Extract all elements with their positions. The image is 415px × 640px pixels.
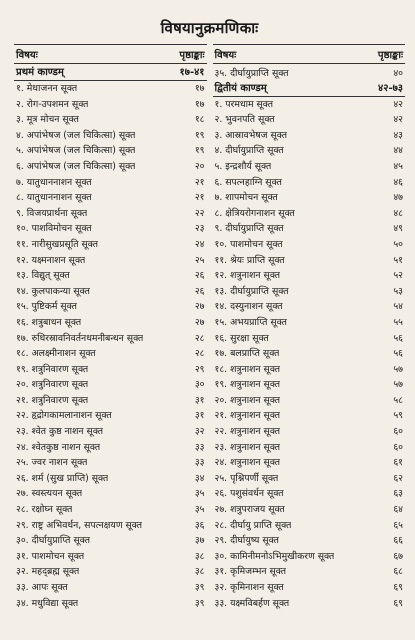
toc-entry-title: ९. दीर्घायुप्राप्ति सूक्त	[214, 223, 284, 235]
toc-row	[14, 284, 207, 300]
toc-entry-page: २८	[194, 332, 205, 344]
toc-entry-page: ३४	[194, 472, 205, 484]
toc-entry-page: ६७	[393, 550, 403, 562]
toc-row	[213, 206, 406, 222]
toc-row	[14, 315, 207, 331]
toc-entry-page: ५१	[393, 254, 403, 266]
toc-row	[14, 471, 207, 487]
toc-entry-page: ६८	[393, 566, 403, 578]
toc-entry-page: ५५	[393, 316, 403, 328]
toc-entry-title: ७. यातुधाननाशन सूक्त	[16, 176, 92, 188]
left-section-name: प्रथमं काण्डम्	[16, 67, 64, 78]
toc-entry-page: ४२	[393, 98, 403, 110]
toc-entry-page: ३३	[194, 441, 205, 453]
toc-entry-title: ३०. कामिनीमनोऽभिमुखीकरण सूक्त	[214, 550, 335, 562]
toc-entry-title: ९. विजयप्रार्थना सूक्त	[16, 207, 88, 219]
toc-entry-page: ६०	[393, 441, 403, 453]
toc-entry-page: २७	[194, 301, 205, 313]
toc-row	[213, 175, 406, 191]
left-subject-label: विषयः	[16, 50, 38, 61]
toc-entry-page: २१	[194, 192, 205, 204]
toc-entry-title: १६. शत्रुबाधन सूक्त	[16, 316, 82, 328]
left-section-range: १७-४१	[179, 67, 205, 78]
toc-row	[14, 237, 207, 253]
toc-entry-page: ५६	[393, 348, 403, 360]
toc-row	[14, 580, 207, 596]
toc-entry-page: ३७	[194, 535, 205, 547]
toc-entry-title: १०. पाशविमोचन सूक्त	[16, 223, 92, 235]
toc-row	[14, 331, 207, 347]
toc-entry-page: १७	[194, 83, 205, 94]
toc-entry-title: १४. दस्युनाशन सूक्त	[214, 301, 283, 313]
toc-entry-page: ६९	[393, 597, 403, 609]
toc-entry-page: ४९	[393, 223, 403, 235]
toc-row	[213, 268, 406, 284]
toc-entry-page: ५९	[393, 410, 403, 422]
toc-entry-title: २२. शत्रुनाशन सूक्त	[214, 426, 281, 438]
toc-row	[14, 128, 207, 144]
toc-row	[213, 331, 406, 347]
toc-row	[14, 346, 207, 362]
toc-entry-page: ५७	[393, 363, 403, 375]
toc-entry-title: २६. पशुसंवर्धन सूक्त	[214, 488, 284, 500]
toc-entry-page: २२	[194, 207, 205, 219]
toc-entry-title: १९. शत्रुनाशन सूक्त	[214, 379, 281, 391]
toc-entry-page: २६	[194, 285, 205, 297]
toc-entry-page: ६४	[393, 504, 403, 516]
toc-right-column	[213, 44, 406, 611]
toc-entry-page: ५२	[393, 270, 403, 282]
toc-entry-page: ४३	[393, 129, 403, 141]
toc-entry-title: २६. शर्म (सुख प्राप्ति) सूक्त	[16, 472, 109, 484]
toc-entry-title: २९. राष्ट्र अभिवर्धन, सपत्नक्षयण सूक्त	[16, 519, 143, 531]
toc-row	[14, 81, 207, 97]
toc-entry-page: ६९	[393, 582, 403, 593]
toc-row	[14, 268, 207, 284]
toc-entry-page: ४७	[393, 192, 403, 204]
toc-row	[14, 253, 207, 269]
right-section-range: ४२-७३	[378, 82, 403, 94]
toc-row	[213, 596, 406, 612]
toc-entry-title: २७. शत्रुपराजय सूक्त	[214, 504, 285, 516]
toc-entry-title: २५. पृश्निपर्णी सूक्त	[214, 472, 279, 484]
toc-entry-page: २०	[194, 160, 205, 172]
toc-row	[213, 564, 406, 580]
toc-entry-page: ३६	[194, 519, 205, 531]
toc-entry-title: ३१. पाशमोचन सूक्त	[16, 550, 85, 562]
toc-entry-title: १३. दीर्घायुप्राप्ति सूक्त	[214, 285, 289, 297]
toc-row	[14, 97, 207, 113]
toc-row	[14, 455, 207, 471]
toc-entry-page: ६५	[393, 519, 403, 531]
toc-row	[14, 190, 207, 206]
toc-row	[213, 486, 406, 502]
toc-row	[14, 596, 207, 612]
toc-entry-page: २३	[194, 223, 205, 235]
toc-row	[14, 362, 207, 378]
toc-entry-page: ४०	[393, 68, 403, 79]
toc-entry-title: ६. सपत्नहाग्नि सूक्त	[214, 176, 282, 188]
toc-entry-title: २. रोग-उपशमन सूक्त	[16, 98, 89, 110]
toc-entry-title: १८. अलक्ष्मीनाशन सूक्त	[16, 348, 96, 360]
left-toc-list	[14, 81, 207, 611]
toc-entry-page: २९	[194, 363, 205, 375]
toc-entry-title: ४. अपांभेषज (जल चिकित्सा) सूक्त	[16, 129, 136, 141]
toc-row	[213, 346, 406, 362]
toc-entry-title: १४. कुलपाकन्या सूक्त	[16, 285, 90, 297]
toc-entry-title: १७. रुधिरस्रावनिवर्तनधमनीबन्धन सूक्त	[16, 332, 144, 344]
toc-entry-page: ३९	[194, 597, 205, 609]
toc-entry-page: ५७	[393, 379, 403, 391]
toc-entry-title: १२. शत्रुनाशन सूक्त	[214, 270, 281, 282]
toc-entry-title: १२. यक्ष्मनाशन सूक्त	[16, 254, 86, 266]
toc-row	[14, 206, 207, 222]
toc-entry-title: ३५. दीर्घायुप्राप्ति सूक्त	[214, 68, 289, 79]
toc-row	[213, 424, 406, 440]
toc-entry-title: ३. मूत्र मोचन सूक्त	[16, 114, 79, 126]
toc-row	[213, 97, 406, 113]
toc-entry-title: २३. श्वेत कुष्ठ नाशन सूक्त	[16, 426, 104, 438]
toc-entry-title: ३३. आपः सूक्त	[16, 582, 68, 593]
toc-row	[14, 408, 207, 424]
toc-entry-title: ४. दीर्घायुप्राप्ति सूक्त	[214, 145, 284, 157]
toc-row	[14, 143, 207, 159]
toc-entry-page: ३८	[194, 550, 205, 562]
toc-row	[213, 533, 406, 549]
toc-entry-title: २. भुवनपति सूक्त	[214, 114, 275, 126]
toc-entry-title: २०. शत्रुनिवारण सूक्त	[16, 379, 89, 391]
toc-entry-page: २५	[194, 254, 205, 266]
toc-entry-page: ५०	[393, 238, 403, 250]
toc-entry-title: २९. दीर्घायुष्य सूक्त	[214, 535, 279, 547]
toc-entry-page: ३१	[194, 410, 205, 422]
toc-entry-title: १६. सुरक्षा सूक्त	[214, 332, 269, 344]
toc-entry-title: १७. बलप्राप्ति सूक्त	[214, 348, 280, 360]
left-page-label: पृष्ठाङ्काः	[179, 50, 205, 61]
toc-row	[213, 284, 406, 300]
toc-entry-title: ५. अपांभेषज (जल चिकित्सा) सूक्त	[16, 145, 136, 157]
toc-entry-title: २०. शत्रुनाशन सूक्त	[214, 394, 281, 406]
toc-entry-page: ६१	[393, 457, 403, 469]
toc-entry-title: १९. शत्रुनिवारण सूक्त	[16, 363, 89, 375]
toc-entry-title: १३. विद्युत् सूक्त	[16, 270, 70, 282]
toc-entry-page: ३५	[194, 504, 205, 516]
toc-row	[14, 424, 207, 440]
toc-entry-title: ११. नारीसुखप्रसूति सूक्त	[16, 238, 99, 250]
toc-entry-title: २७. स्वस्त्ययन सूक्त	[16, 488, 83, 500]
toc-entry-title: १५. पुष्टिकर्म सूक्त	[16, 301, 77, 313]
toc-row	[213, 237, 406, 253]
toc-entry-title: २८. दीर्घायु प्राप्ति सूक्त	[214, 519, 292, 531]
toc-entry-title: २८. रक्षोघ्न सूक्त	[16, 504, 73, 516]
toc-entry-title: ३४. मधुविद्या सूक्त	[16, 597, 79, 609]
toc-row	[213, 112, 406, 128]
toc-row	[14, 518, 207, 534]
toc-row	[14, 299, 207, 315]
toc-row	[14, 486, 207, 502]
toc-row	[213, 190, 406, 206]
toc-row	[213, 143, 406, 159]
toc-row	[213, 471, 406, 487]
toc-entry-page: ५३	[393, 285, 403, 297]
right-column-header	[213, 44, 406, 64]
toc-entry-page: ६६	[393, 535, 403, 547]
toc-entry-page: ३५	[194, 488, 205, 500]
toc-entry-title: ५. इन्द्रशौर्य सूक्त	[214, 160, 272, 172]
toc-row	[213, 518, 406, 534]
toc-entry-title: ६. अपांभेषज (जल चिकित्सा) सूक्त	[16, 160, 136, 172]
toc-row	[14, 564, 207, 580]
page-title: विषयानुक्रमणिकाः	[160, 19, 259, 37]
toc-entry-page: ४६	[393, 176, 403, 188]
toc-entry-title: ११. श्रेयः प्राप्ति सूक्त	[214, 254, 285, 266]
toc-entry-page: २४	[194, 238, 205, 250]
toc-row	[14, 221, 207, 237]
toc-entry-title: २३. शत्रुनाशन सूक्त	[214, 441, 281, 453]
toc-entry-title: २४. शत्रुनाशन सूक्त	[214, 457, 281, 469]
toc-row	[213, 502, 406, 518]
toc-entry-page: ५४	[393, 301, 403, 313]
toc-row	[14, 549, 207, 565]
toc-entry-page: ४४	[393, 145, 403, 157]
toc-entry-title: २१. शत्रुनिवारण सूक्त	[16, 394, 89, 406]
toc-entry-title: २२. हृद्रोगकामलानाशन सूक्त	[16, 410, 112, 422]
toc-entry-title: ८. क्षेत्रियरोगनाशन सूक्त	[214, 207, 295, 219]
toc-entry-title: ८. यातुधाननाशन सूक्त	[16, 192, 92, 204]
toc-row	[14, 393, 207, 409]
toc-row	[213, 408, 406, 424]
toc-entry-page: ६२	[393, 472, 403, 484]
toc-row	[213, 315, 406, 331]
toc-entry-title: ३२. कृमिनाशन सूक्त	[214, 582, 284, 593]
toc-entry-page: ४५	[393, 160, 403, 172]
toc-entry-page: ५६	[393, 332, 403, 344]
toc-entry-page: ३१	[194, 394, 205, 406]
toc-entry-title: १. मेधाजनन सूक्त	[16, 83, 78, 94]
left-column-header	[14, 44, 207, 64]
toc-entry-page: १९	[194, 145, 205, 157]
toc-row	[14, 533, 207, 549]
toc-row	[14, 502, 207, 518]
toc-entry-title: ३१. कृमिजम्भन सूक्त	[214, 566, 287, 578]
toc-row	[213, 221, 406, 237]
toc-entry-page: १८	[194, 114, 205, 126]
toc-entry-title: २१. शत्रुनाशन सूक्त	[214, 410, 281, 422]
toc-entry-page: ३३	[194, 457, 205, 469]
toc-entry-title: ३३. यक्ष्मविबर्हण सूक्त	[214, 597, 290, 609]
toc-row	[213, 580, 406, 596]
toc-row	[213, 299, 406, 315]
toc-entry-page: ३०	[194, 379, 205, 391]
toc-row	[213, 253, 406, 269]
toc-row	[213, 455, 406, 471]
toc-row	[14, 440, 207, 456]
toc-entry-page: २१	[194, 176, 205, 188]
toc-row	[14, 159, 207, 175]
toc-entry-page: ६३	[393, 488, 403, 500]
toc-entry-page: ३९	[194, 582, 205, 593]
toc-entry-page: १७	[194, 98, 205, 110]
toc-left-column	[14, 44, 207, 611]
toc-row	[213, 362, 406, 378]
toc-row	[213, 440, 406, 456]
right-section-name: द्वितीयं काण्डम्	[214, 82, 267, 94]
toc-entry-title: १८. शत्रुनाशन सूक्त	[214, 363, 281, 375]
toc-entry-page: ६०	[393, 426, 403, 438]
toc-entry-title: १०. पाशमोचन सूक्त	[214, 238, 283, 250]
toc-entry-title: २४. श्वेतकुष्ठ नाशन सूक्त	[16, 441, 101, 453]
toc-entry-page: २६	[194, 270, 205, 282]
toc-row	[213, 128, 406, 144]
toc-entry-page: ३८	[194, 566, 205, 578]
toc-row	[213, 393, 406, 409]
toc-entry-title: ७. शापमोचन सूक्त	[214, 192, 278, 204]
toc-entry-page: ४२	[393, 114, 403, 126]
toc-entry-page: २७	[194, 316, 205, 328]
toc-entry-title: १. परमधाम सूक्त	[214, 98, 274, 110]
right-section-heading	[213, 82, 406, 97]
toc-columns	[14, 44, 405, 611]
toc-row	[213, 549, 406, 565]
right-page-label: पृष्ठाङ्काः	[377, 50, 403, 61]
toc-entry-page: ४८	[393, 207, 403, 219]
toc-entry-title: ३०. दीर्घायुप्राप्ति सूक्त	[16, 535, 91, 547]
toc-entry-title: १५. अभयप्राप्ति सूक्त	[214, 316, 287, 328]
left-section-heading	[14, 66, 207, 81]
toc-entry-page: १९	[194, 129, 205, 141]
toc-row	[14, 112, 207, 128]
toc-entry-page: ५८	[393, 394, 403, 406]
toc-entry-title: ३. आस्रावभेषज सूक्त	[214, 129, 288, 141]
toc-row	[14, 175, 207, 191]
toc-row	[213, 377, 406, 393]
right-subject-label: विषयः	[214, 50, 237, 61]
toc-row	[213, 66, 406, 82]
right-toc-list	[213, 97, 406, 612]
toc-entry-page: २८	[194, 348, 205, 360]
toc-row	[14, 377, 207, 393]
toc-row	[213, 159, 406, 175]
toc-entry-title: ३२. महद्ब्रह्म सूक्त	[16, 566, 80, 578]
toc-entry-title: २५. ज्वर नाशन सूक्त	[16, 457, 88, 469]
toc-entry-page: ३२	[194, 426, 205, 438]
